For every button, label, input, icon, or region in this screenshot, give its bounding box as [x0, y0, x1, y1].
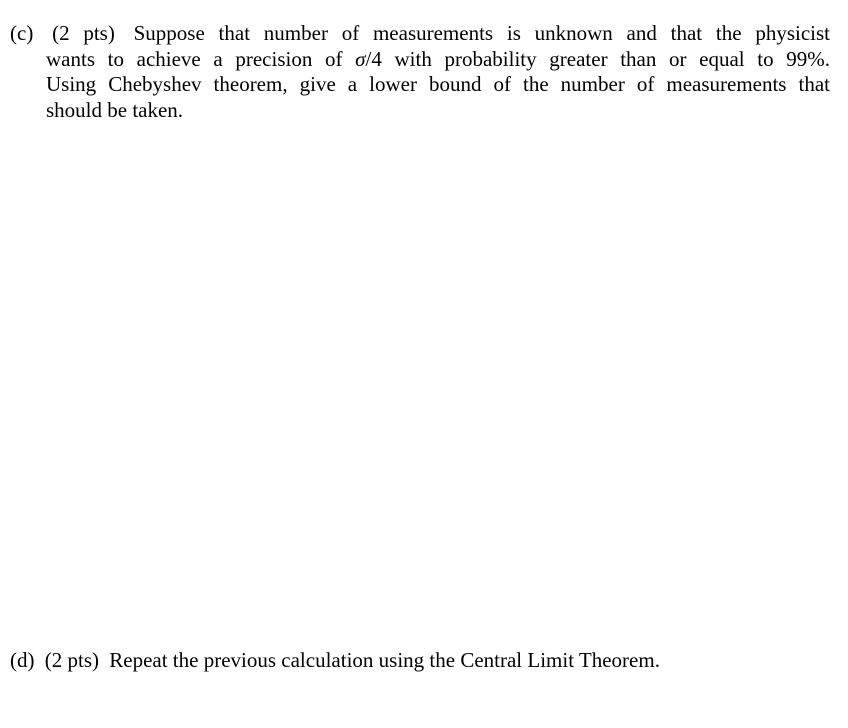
problem-d-label: (d)	[10, 648, 35, 672]
problem-c-text-2b: with probability greater than or equal to 99%.	[394, 46, 830, 71]
problem-c-text-2a: wants to achieve a precision of	[46, 46, 343, 71]
problem-c-line-4	[10, 98, 830, 124]
problem-c-text-4: should be taken.	[46, 97, 184, 122]
divisor: /4	[365, 46, 382, 71]
sigma-symbol: σ	[355, 46, 366, 71]
problem-c-text-1: Suppose that number of measurements is unknown and that the physicist	[133, 21, 830, 45]
problem-c-fraction	[355, 47, 382, 71]
problem-c-points: (2 pts)	[52, 21, 115, 45]
problem-c-text-3: Using Chebyshev theorem, give a lower bound of the number of measurements that	[46, 72, 830, 96]
problem-d-line-1	[10, 648, 830, 674]
problem-d	[10, 648, 830, 674]
problem-d-text: Repeat the previous calculation using the Central Limit Theorem.	[109, 648, 660, 672]
problem-c-line-2	[10, 47, 830, 73]
problem-c-line-1	[10, 21, 830, 47]
problem-c-label: (c)	[10, 21, 34, 45]
problem-c	[10, 21, 830, 123]
problem-c-line-3	[10, 72, 830, 98]
problem-d-points: (2 pts)	[44, 648, 99, 672]
